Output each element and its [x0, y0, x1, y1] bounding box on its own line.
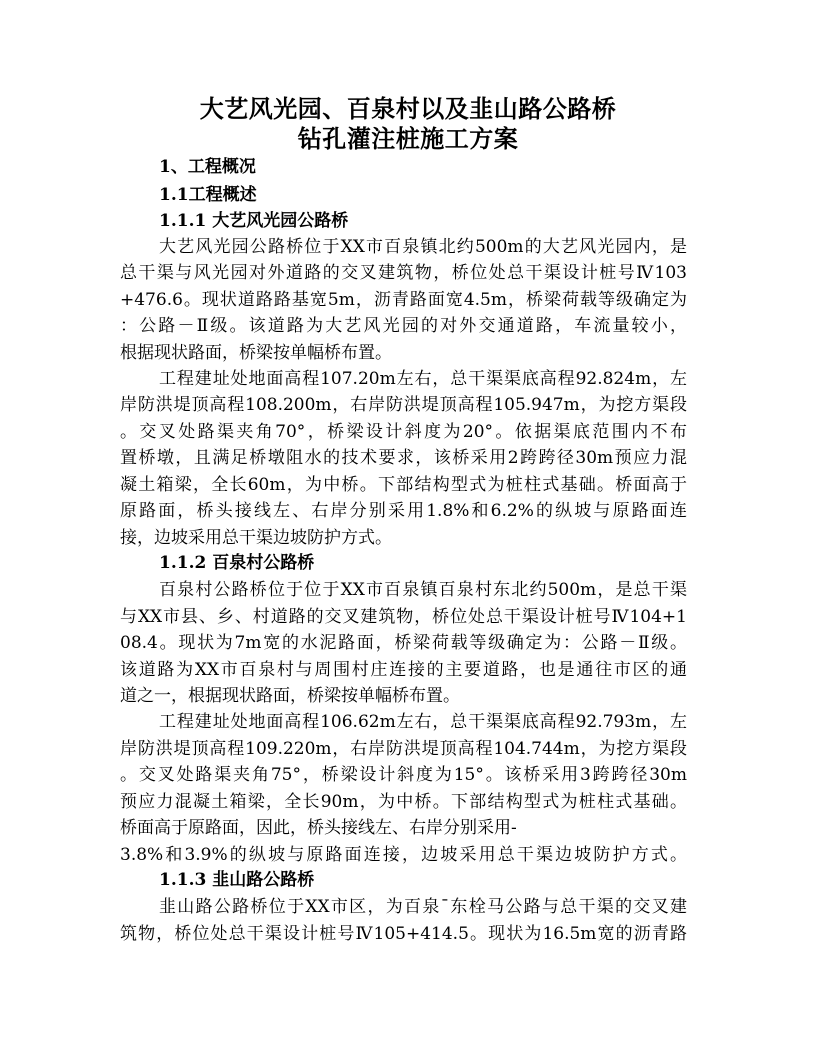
paragraph-line: 该道路为XX市百泉村与周围村庄连接的主要道路，也是通往市区的通	[120, 660, 687, 680]
paragraph-line: 总干渠与风光园对外道路的交叉建筑物，桥位处总干渠设计桩号Ⅳ103	[120, 263, 687, 283]
section-1-1-1-heading: 1.1.1 大艺风光园公路桥	[159, 211, 349, 231]
document-title-line1: 大艺风光园、百泉村以及韭山路公路桥	[199, 94, 617, 123]
paragraph-line: 百泉村公路桥位于位于XX市百泉镇百泉村东北约500m，是总干渠	[159, 580, 687, 600]
paragraph-line: 。交叉处路渠夹角75°，桥梁设计斜度为15°。该桥采用3跨跨径30m	[120, 765, 687, 785]
paragraph-line: 与XX市县、乡、村道路的交叉建筑物，桥位处总干渠设计桩号Ⅳ104+1	[120, 607, 687, 627]
paragraph-line: 根据现状路面，桥梁按单幅桥布置。	[120, 343, 392, 363]
section-1-1-2-heading: 1.1.2 百泉村公路桥	[159, 553, 315, 573]
paragraph-line: 道之一，根据现状路面，桥梁按单幅桥布置。	[120, 686, 460, 706]
paragraph-line: 3.8%和3.9%的纵坡与原路面连接，边坡采用总干渠边坡防护方式。	[120, 845, 687, 865]
paragraph-line: 凝土箱梁，全长60m，为中桥。下部结构型式为桩柱式基础。桥面高于	[120, 475, 687, 495]
document-title-line2: 钻孔灌注桩施工方案	[297, 124, 519, 153]
paragraph-line: 桥面高于原路面，因此，桥头接线左、右岸分别采用-	[120, 818, 517, 838]
paragraph-line: 预应力混凝土箱梁，全长90m，为中桥。下部结构型式为桩柱式基础。	[120, 792, 687, 812]
paragraph-line: 工程建址处地面高程106.62m左右，总干渠渠底高程92.793m，左	[159, 712, 687, 732]
paragraph-line: 韭山路公路桥位于XX市区，为百泉¯东栓马公路与总干渠的交叉建	[159, 897, 687, 917]
paragraph-line: 08.4。现状为7m宽的水泥路面，桥梁荷载等级确定为：公路－Ⅱ级。	[120, 633, 687, 653]
paragraph-line: 岸防洪堤顶高程108.200m，右岸防洪堤顶高程105.947m，为挖方渠段	[120, 395, 687, 415]
paragraph-line: 原路面，桥头接线左、右岸分别采用1.8%和6.2%的纵坡与原路面连	[120, 501, 687, 521]
paragraph-line: 岸防洪堤顶高程109.220m，右岸防洪堤顶高程104.744m，为挖方渠段	[120, 739, 687, 759]
heading-1-1: 1.1工程概述	[159, 185, 257, 205]
paragraph-line: 。交叉处路渠夹角70°，桥梁设计斜度为20°。依据渠底范围内不布	[120, 422, 687, 442]
paragraph-line: 大艺风光园公路桥位于XX市百泉镇北约500m的大艺风光园内，是	[159, 237, 687, 257]
heading-1: 1、工程概况	[159, 157, 256, 177]
paragraph-line: 接，边坡采用总干渠边坡防护方式。	[120, 528, 392, 548]
paragraph-line: 筑物，桥位处总干渠设计桩号Ⅳ105+414.5。现状为16.5m宽的沥青路	[120, 924, 687, 944]
paragraph-line: 置桥墩，且满足桥墩阻水的技术要求，该桥采用2跨跨径30m预应力混	[120, 448, 687, 468]
section-1-1-3-heading: 1.1.3 韭山路公路桥	[159, 870, 315, 890]
paragraph-line: 工程建址处地面高程107.20m左右，总干渠渠底高程92.824m，左	[159, 369, 687, 389]
paragraph-line: +476.6。现状道路路基宽5m，沥青路面宽4.5m，桥梁荷载等级确定为	[120, 290, 687, 310]
paragraph-line: ：公路－Ⅱ级。该道路为大艺风光园的对外交通道路，车流量较小，	[120, 316, 687, 336]
